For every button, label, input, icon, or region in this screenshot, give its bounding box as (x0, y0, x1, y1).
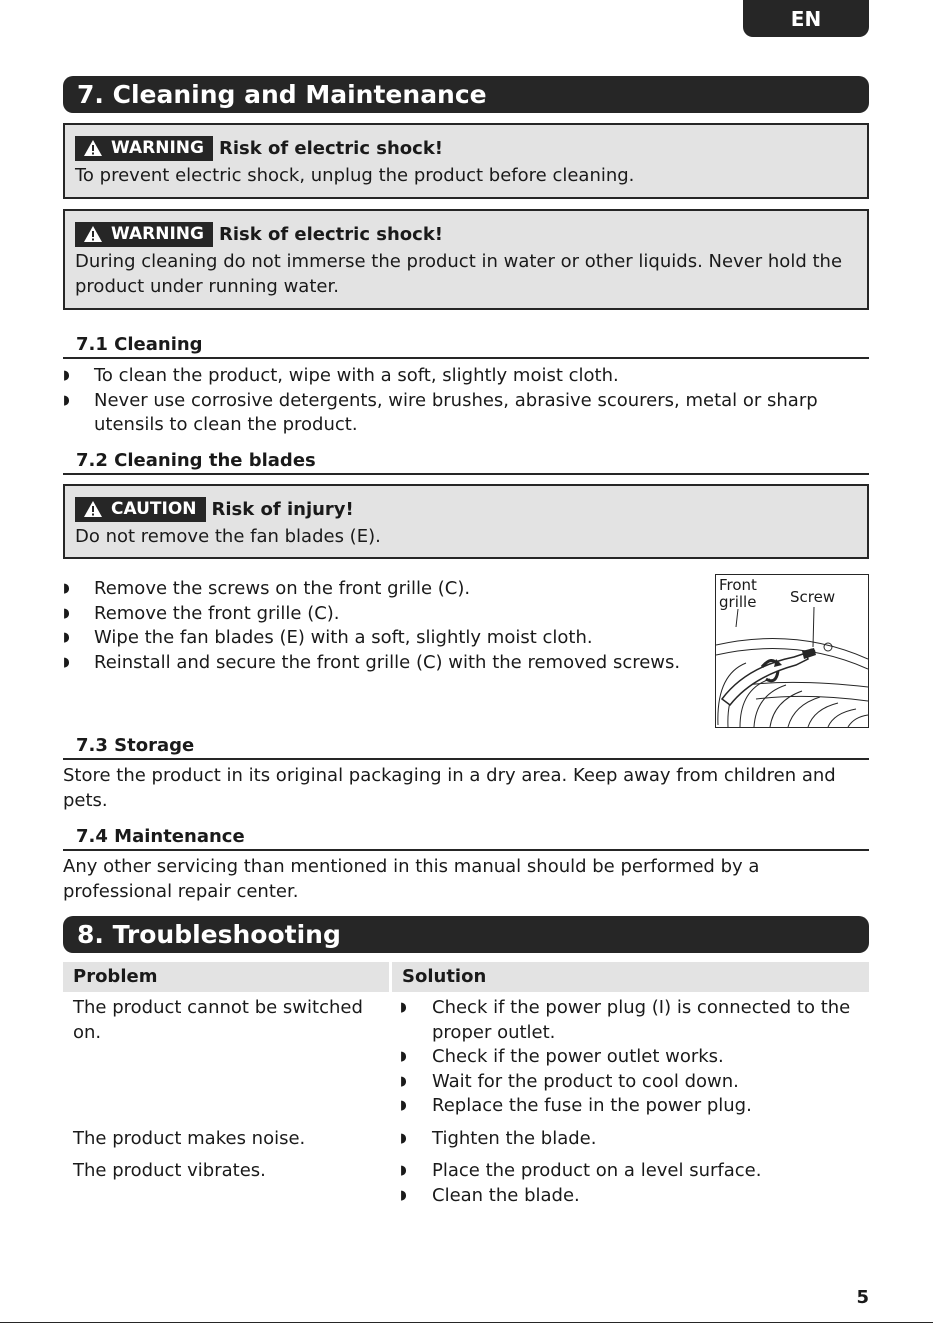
list-item (400, 1184, 869, 1209)
warning-title: Risk of electric shock! (218, 223, 444, 245)
caution-tag-label: CAUTION (111, 498, 197, 519)
solution-cell (392, 996, 869, 1119)
warning-triangle-icon (83, 225, 103, 243)
list-item-text: Never use corrosive detergents, wire brushes, abrasive scourers, metal or sharp utensils to clean the product. (94, 389, 818, 435)
subsection-7-1-heading: 7.1 Cleaning (63, 333, 869, 359)
solution-cell (392, 1159, 869, 1208)
subsection-7-3-heading: 7.3 Storage (63, 734, 869, 760)
caution-title: Risk of injury! (211, 498, 354, 520)
list-item (400, 1070, 869, 1095)
subsection-7-2-heading: 7.2 Cleaning the blades (63, 449, 869, 475)
list-item (63, 602, 693, 627)
maintenance-text: Any other servicing than mentioned in this manual should be performed by a professional repair center. (63, 856, 760, 902)
list-item (63, 389, 823, 438)
bullet-arrow-icon: ◗ (400, 1163, 407, 1178)
figure-label-screw: Screw (790, 588, 836, 606)
bullet-arrow-icon: ◗ (63, 654, 70, 670)
list-item (63, 364, 823, 389)
table-row (63, 996, 869, 1119)
table-row (63, 1127, 869, 1152)
warning-box-unplug (63, 123, 869, 199)
warning-title: Risk of electric shock! (218, 137, 444, 159)
warning-tag-label: WARNING (111, 137, 204, 158)
column-header-problem: Problem (63, 962, 389, 992)
fan-grille-drawing (716, 575, 868, 727)
list-item-text: Place the product on a level surface. (432, 1160, 762, 1181)
section-7-title: 7. Cleaning and Maintenance (63, 76, 869, 113)
bullet-arrow-icon: ◗ (400, 1000, 407, 1015)
warning-tag-label: WARNING (111, 223, 204, 244)
subsection-7-4-heading: 7.4 Maintenance (63, 825, 869, 851)
problem-cell: The product vibrates. (73, 1160, 266, 1181)
bottom-rule (0, 1322, 933, 1323)
list-item (63, 626, 693, 651)
bullet-arrow-icon: ◗ (63, 630, 70, 645)
bullet-arrow-icon: ◗ (63, 605, 70, 621)
list-item (400, 1127, 869, 1152)
figure-label-front-grille: Front grille (719, 576, 757, 611)
warning-text: To prevent electric shock, unplug the product before cleaning. (75, 165, 635, 186)
warning-triangle-icon (83, 139, 103, 157)
bullet-arrow-icon: ◗ (63, 581, 70, 596)
warning-text: During cleaning do not immerse the product in water or other liquids. Never hold the product under running water. (75, 251, 843, 297)
list-item-text: Remove the front grille (C). (94, 602, 340, 624)
list-item (400, 996, 869, 1045)
warning-triangle-icon (83, 500, 103, 518)
list-item-text: Check if the power outlet works. (432, 1046, 724, 1067)
caution-box-blades (63, 484, 869, 559)
list-item-text: Check if the power plug (I) is connected to the proper outlet. (432, 997, 851, 1043)
storage-text: Store the product in its original packaging in a dry area. Keep away from children and pets. (63, 765, 836, 811)
section-8-title: 8. Troubleshooting (63, 916, 869, 953)
list-item-text: Tighten the blade. (432, 1127, 597, 1149)
list-item (63, 651, 693, 676)
blade-cleaning-steps (63, 577, 693, 675)
front-grille-screw-illustration (715, 574, 869, 728)
bullet-arrow-icon: ◗ (400, 1130, 407, 1146)
list-item (400, 1094, 869, 1119)
page-number: 5 (856, 1287, 869, 1308)
caution-text: Do not remove the fan blades (E). (75, 526, 381, 547)
list-item-text: To clean the product, wipe with a soft, slightly moist cloth. (94, 365, 619, 386)
list-item (400, 1045, 869, 1070)
list-item-text: Remove the screws on the front grille (C). (94, 578, 471, 599)
cleaning-bullet-list (63, 364, 823, 438)
list-item-text: Wipe the fan blades (E) with a soft, slightly moist cloth. (94, 627, 593, 648)
list-item-text: Replace the fuse in the power plug. (432, 1095, 752, 1116)
solution-cell (392, 1127, 869, 1152)
warning-box-water (63, 209, 869, 310)
warning-tag (75, 136, 213, 161)
table-row (63, 1159, 869, 1208)
bullet-arrow-icon: ◗ (400, 1098, 407, 1113)
list-item-text: Reinstall and secure the front grille (C) with the removed screws. (94, 651, 681, 673)
problem-cell: The product cannot be switched on. (73, 997, 363, 1043)
column-header-solution: Solution (392, 962, 869, 992)
list-item (400, 1159, 869, 1184)
warning-tag (75, 222, 213, 247)
bullet-arrow-icon: ◗ (400, 1049, 407, 1064)
list-item-text: Clean the blade. (432, 1184, 580, 1206)
bullet-arrow-icon: ◗ (400, 1187, 407, 1203)
bullet-arrow-icon: ◗ (63, 392, 70, 408)
bullet-arrow-icon: ◗ (400, 1073, 407, 1089)
table-header-row (63, 962, 869, 992)
bullet-arrow-icon: ◗ (63, 368, 70, 383)
list-item (63, 577, 693, 602)
language-tab: EN (743, 0, 869, 37)
list-item-text: Wait for the product to cool down. (432, 1070, 739, 1092)
problem-cell: The product makes noise. (73, 1127, 306, 1149)
caution-tag (75, 497, 206, 522)
troubleshooting-table (63, 962, 869, 1208)
